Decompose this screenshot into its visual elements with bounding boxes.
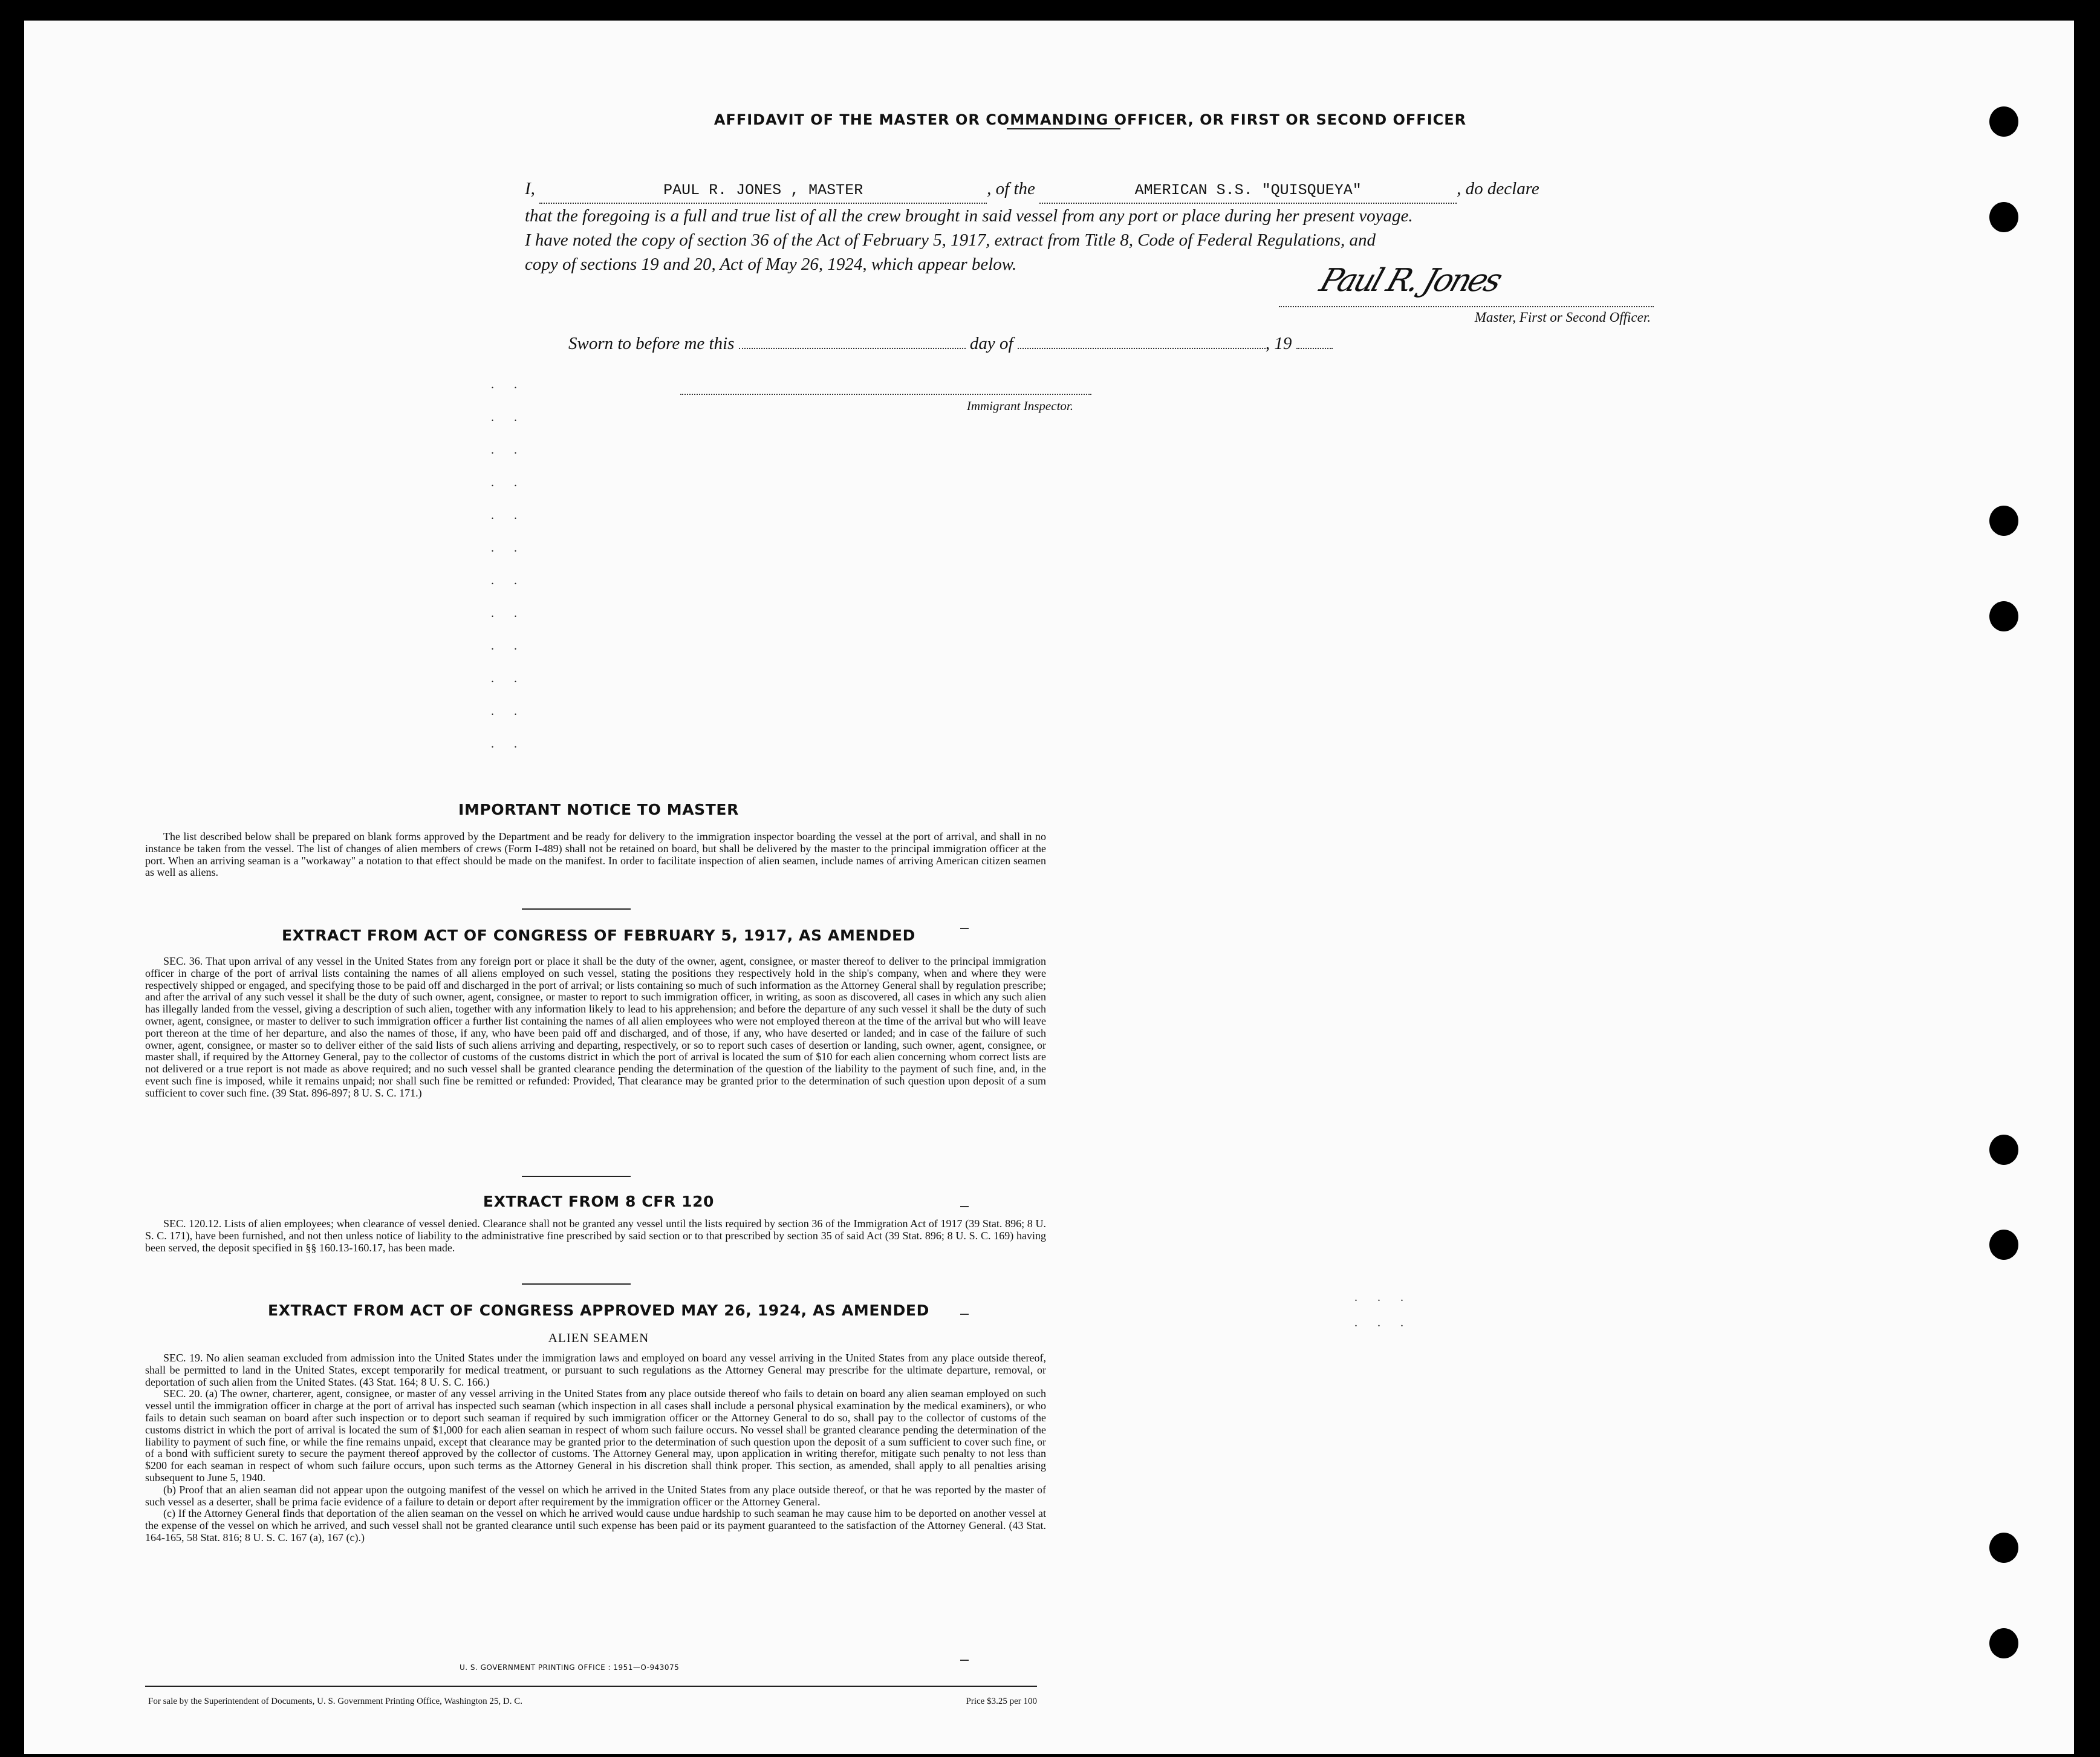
sec-20c-text: (c) If the Attorney General finds that deportation of the alien seaman on the vessel on which he arrived would cause undue hardship to such seaman he may cause him to be deported on another vessel at the expense of the vessel on which he arrived, and such vessel shall not be granted clearance until such expense has been paid or its payment guaranteed to the satisfaction of the Attorney General. (43 Stat. 164-165, 58 Stat. 816; 8 U. S. C. 167 (a), 167 (c).)	[145, 1507, 1046, 1543]
signature-label: Master, First or Second Officer.	[1474, 310, 1651, 325]
signature-line[interactable]	[1279, 306, 1654, 307]
sworn-year-field[interactable]	[1296, 334, 1333, 349]
punch-hole	[1989, 1533, 2018, 1563]
divider	[522, 1283, 631, 1285]
footer-sale-notice: For sale by the Superintendent of Documents, U. S. Government Printing Office, Washington 25, D. C.	[148, 1697, 522, 1706]
extract-cfr-title: EXTRACT FROM 8 CFR 120	[483, 1193, 715, 1210]
decl-do-declare: , do declare	[1457, 179, 1539, 198]
scan-mark	[960, 1314, 969, 1315]
sec-20b-text: (b) Proof that an alien seaman did not appear upon the outgoing manifest of the vessel on which he arrived in the United States from any place outside thereof, or that he was reported by the master of such vessel as a deserter, shall be prima facie evidence of a failure to detain or deport after requirement by the immigration officer or the Attorney General.	[145, 1483, 1046, 1508]
inspector-label: Immigrant Inspector.	[966, 399, 1073, 413]
sec-19-text: SEC. 19. No alien seaman excluded from admission into the United States under the immigration laws and employed on board any vessel arriving in the United States from any place outside thereof, shall be permitted to land in the United States, except temporarily for medical treatment, or pursuant to such regulations as the Attorney General may prescribe for the ultimate departure, removal, or deportation of such alien from the United States. (43 Stat. 164; 8 U. S. C. 166.)	[145, 1352, 1046, 1388]
sworn-day-field[interactable]	[739, 334, 966, 349]
vessel-name-field[interactable]: AMERICAN S.S. "QUISQUEYA"	[1039, 178, 1457, 204]
master-signature: Paul R. Jones	[1315, 262, 1505, 299]
title-rule	[1007, 128, 1120, 129]
notice-text: The list described below shall be prepared on blank forms approved by the Department and be ready for delivery to the immigration inspector boarding the vessel at the port of arrival, and shall in no instance be taken from the vessel. The list of changes of alien members of crews (Form I-489) shall not be retained on board, but shall be delivered by the master to the principal immigration officer at the port. When an arriving seaman is a "workaway" a notation to that effect should be made on the manifest. In order to facilitate inspection of alien seamen, include names of arriving American citizen seamen as well as aliens.	[145, 830, 1046, 879]
punch-hole	[1989, 1135, 2018, 1165]
footer	[148, 1697, 1037, 1707]
form-sheet	[24, 21, 2074, 1754]
punch-hole	[1989, 1628, 2018, 1658]
day-of-label: day of	[969, 334, 1013, 353]
decl-line-3: I have noted the copy of section 36 of the Act of February 5, 1917, extract from Title 8, Code of Federal Regulations, and	[525, 230, 1376, 250]
extract-1917-text: SEC. 36. That upon arrival of any vessel in the United States from any foreign port or place it shall be the duty of the owner, agent, consignee, or master thereof to deliver to the principal immigration officer in charge of the port of arrival lists containing the names of all aliens employed on such vessel, stating the positions they respectively hold in the ship's company, when and where they were respectively shipped or engaged, and specifying those to be paid off and discharged in the port of arrival; or lists containing so much of such information as the Attorney General shall by regulation prescribe; and after the arrival of any such vessel it shall be the duty of such owner, agent, consignee, or master to report to such immigration officer, in writing, as soon as discovered, all cases in which any such alien has illegally landed from the vessel, giving a description of such alien, together with any information likely to lead to his apprehension; and before the departure of any such vessel it shall be the duty of such owner, agent, consignee, or master to deliver to such immigration officer a further list containing the names of all alien employees who were not employed thereon at the time of the arrival but who will leave port thereon at the time of her departure, and also the names of those, if any, who have been paid off and discharged, and of those, if any, who have deserted or landed; and in case of the failure of such owner, agent, consignee, or master so to deliver either of the said lists of such aliens arriving and departing, respectively, or so to report such cases of desertion or landing, such owner, agent, consignee, or master shall, if required by the Attorney General, pay to the collector of customs of the customs district in which the port of arrival is located the sum of $10 for each alien concerning whom correct lists are not delivered or a true report is not made as above required; and no such vessel shall be granted clearance pending the determination of the question of the liability to the payment of such fine, and, in the event such fine is imposed, while it remains unpaid; nor shall such fine be remitted or refunded: Provided, That clearance may be granted prior to the determination of such question upon deposit of a sum sufficient to cover such fine. (39 Stat. 896-897; 8 U. S. C. 171.)	[145, 955, 1046, 1099]
punch-hole	[1989, 106, 2018, 137]
punch-hole	[1989, 601, 2018, 631]
notice-title: IMPORTANT NOTICE TO MASTER	[458, 801, 739, 818]
extract-cfr-text: SEC. 120.12. Lists of alien employees; when clearance of vessel denied. Clearance shall not be granted any vessel until the lists required by section 36 of the Immigration Act of 1917 (39 Stat. 896; 8 U. S. C. 171), have been furnished, and not then unless notice of liability to the administrative fine prescribed by said section or to that prescribed by section 35 of said Act (39 Stat. 896; 8 U. S. C. 169) having been served, the deposit specified in §§ 160.13-160.17, has been made.	[145, 1218, 1046, 1254]
extract-1924-title: EXTRACT FROM ACT OF CONGRESS APPROVED MAY 26, 1924, AS AMENDED	[268, 1302, 929, 1319]
sworn-line	[568, 334, 1333, 354]
declaration	[525, 177, 1656, 276]
inspector-signature-line[interactable]	[680, 394, 1091, 395]
divider	[522, 1176, 631, 1177]
gpo-imprint: U. S. GOVERNMENT PRINTING OFFICE : 1951—O-943075	[460, 1663, 680, 1672]
decl-line-2: that the foregoing is a full and true list of all the crew brought in said vessel from any port or place during her present voyage.	[525, 206, 1413, 226]
punch-hole	[1989, 1230, 2018, 1260]
scan-mark	[960, 1660, 969, 1661]
extract-1924-text	[145, 1352, 1046, 1544]
decl-of-the: , of the	[987, 179, 1035, 198]
sworn-label: Sworn to before me this	[568, 334, 735, 353]
punch-hole	[1989, 506, 2018, 536]
footer-rule	[145, 1686, 1037, 1687]
scan-marks-right: . . . . . .	[1354, 1291, 1412, 1329]
punch-hole	[1989, 202, 2018, 232]
divider	[522, 908, 631, 910]
decl-line-4: copy of sections 19 and 20, Act of May 26, 1924, which appear below.	[525, 255, 1017, 274]
alien-seamen-subtitle: ALIEN SEAMEN	[548, 1331, 649, 1345]
sworn-month-field[interactable]	[1018, 334, 1266, 349]
margin-marks: . . . . . . . . . . . . . . . . . . . . . . . .	[491, 378, 525, 751]
footer-price: Price $3.25 per 100	[966, 1697, 1037, 1706]
master-name-field[interactable]: PAUL R. JONES , MASTER	[539, 178, 987, 204]
decl-i: I,	[525, 179, 535, 198]
sec-20a-text: SEC. 20. (a) The owner, charterer, agent, consignee, or master of any vessel arriving in the United States from any place outside thereof who fails to detain on board any alien seaman employed on such vessel until the immigration officer in charge at the port of arrival has inspected such seaman (which inspection in all cases shall include a personal physical examination by the medical examiners), or who fails to detain such seaman on board after such inspection or to deport such seaman if required by such immigration officer or the Attorney General to do so, shall pay to the collector of customs of the customs district in which the port of arrival is located the sum of $1,000 for each alien seaman in respect of whom such failure occurs. No vessel shall be granted clearance pending the determination of the liability to payment of such fine, or while the fine remains unpaid, except that clearance may be granted prior to the determination of such question upon the deposit of a sum sufficient to cover such fine, or of a bond with sufficient surety to secure the payment thereof approved by the collector of customs. The Attorney General may, upon application in writing therefor, mitigate such penalty to not less than $200 for each seaman in respect of whom such failure occurs, upon such terms as the Attorney General in his discretion shall think proper. This section, as amended, shall apply to all penalties arising subsequent to June 5, 1940.	[145, 1387, 1046, 1484]
scan-mark	[960, 1206, 969, 1207]
extract-1917-title: EXTRACT FROM ACT OF CONGRESS OF FEBRUARY 5, 1917, AS AMENDED	[281, 927, 916, 944]
scan-mark	[960, 928, 969, 929]
affidavit-title: AFFIDAVIT OF THE MASTER OR COMMANDING OFFICER, OR FIRST OR SECOND OFFICER	[714, 111, 1467, 128]
year-prefix: , 19	[1265, 334, 1292, 353]
